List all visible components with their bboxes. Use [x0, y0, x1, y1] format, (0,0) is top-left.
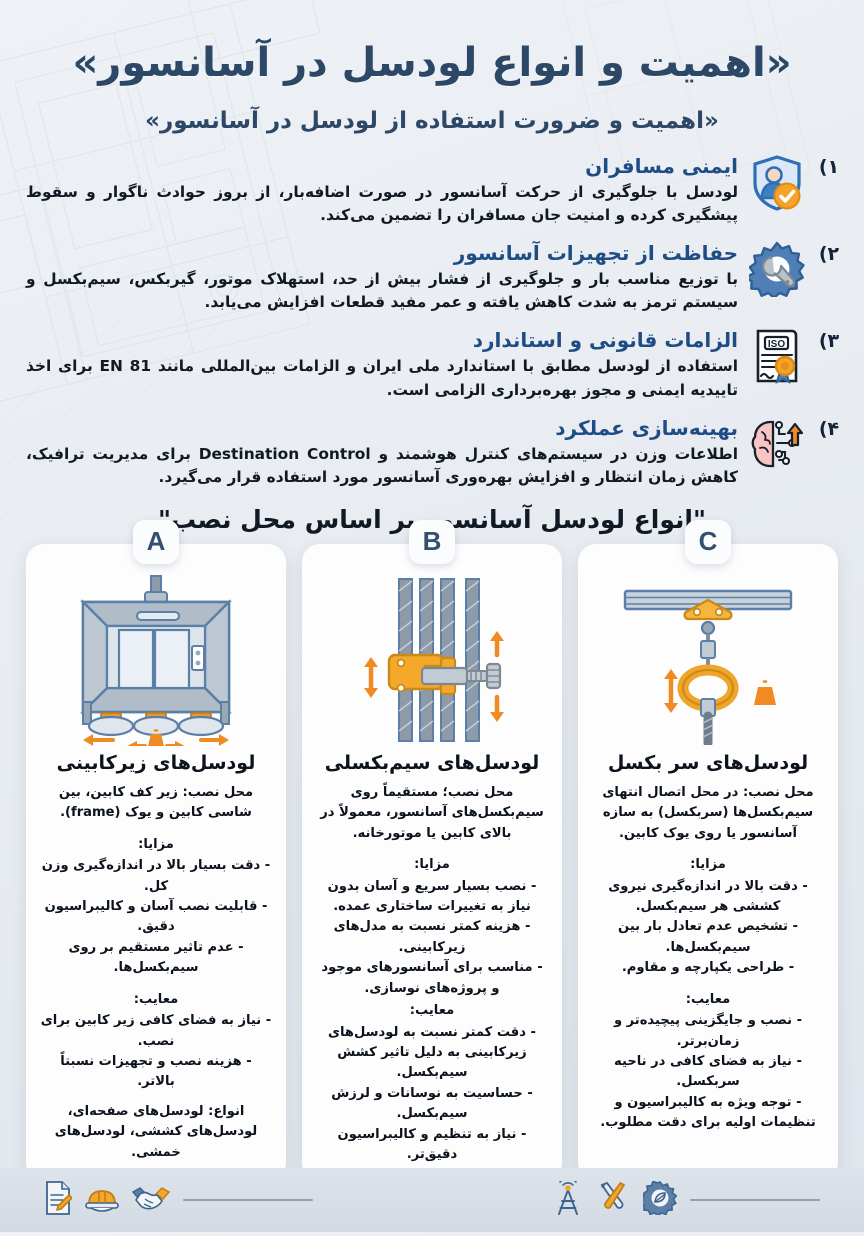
card-badge-b: B [409, 520, 455, 564]
types-section-title: "انواع لودسل آسانسور بر اساس محل نصب" [157, 504, 707, 534]
type-card-c [578, 526, 838, 1182]
iso-certificate-icon [748, 326, 806, 386]
type-cards [0, 526, 864, 1182]
benefit-heading: ایمنی مسافران [585, 154, 738, 178]
card-con-b: - دقت کمتر نسبت به لودسل‌های زیرکابینی به دلیل تاثیر کشش سیم‌بکسل. [328, 1024, 536, 1081]
gear-wrench-icon [748, 239, 806, 297]
card-pros-label-a: مزایا: [138, 836, 174, 852]
card-pro-a: - عدم تاثیر مستقیم بر روی سیم‌بکسل‌ها. [68, 939, 244, 976]
card-con-c: - نیاز به فضای کافی در ناحیه سربکسل. [614, 1053, 802, 1090]
elevator-cabin-loadcell-icon [40, 574, 272, 746]
card-con-c: - نصب و جایگزینی پیچیده‌تر و زمان‌برتر. [613, 1013, 803, 1049]
page-title: «اهمیت و انواع لودسل در آسانسور» [72, 40, 792, 86]
footer-divider-left [183, 1199, 313, 1201]
hard-hat-icon [85, 1182, 119, 1218]
card-cons-label-c: معایب: [685, 991, 731, 1007]
benefit-heading: بهینه‌سازی عملکرد [555, 415, 738, 440]
card-title-a: لودسل‌های زیرکابینی [56, 751, 256, 774]
benefit-number: ۲) [818, 243, 840, 266]
benefit-item [26, 414, 842, 489]
benefit-text: استفاده از لودسل مطابق با استاندارد ملی ایران و الزامات بین‌المللی مانند EN 81 برای اخذ تاییدیه ایمنی و مجوز بهره‌برداری الزامی است. [26, 357, 739, 399]
benefit-item [26, 152, 842, 227]
footer-right-icons [553, 1181, 820, 1219]
benefit-number: ۱) [818, 156, 840, 178]
benefit-heading: الزامات قانونی و استاندارد [472, 328, 738, 353]
card-pro-c: - دقت بالا در اندازه‌گیری نیروی کششی هر سیم‌بکسل. [608, 878, 808, 914]
footer-divider-right [690, 1199, 820, 1201]
card-cons-label-a: معایب: [133, 991, 179, 1007]
card-pro-c: - طراحی یکپارچه و مقاوم. [621, 960, 795, 976]
benefit-number: ۳) [818, 330, 840, 353]
card-badge-a: A [133, 520, 179, 564]
benefit-text: لودسل با جلوگیری از حرکت آسانسور در صورت اضافه‌بار، از بروز حوادث ناگوار و سقوط پیشگیری کرده و امنیت جان مسافران را تضمین می‌کند. [26, 183, 738, 225]
card-body-b [316, 783, 548, 1166]
card-location-c: محل نصب: در محل اتصال انتهای سیم‌بکسل‌ها (سربکسل) به سازه آسانسور یا روی یوک کابین. [602, 784, 814, 841]
benefit-text: اطلاعات وزن در سیستم‌های کنترل هوشمند و Destination Control برای مدیریت ترافیک، کاهش زمان انتظار و افزایش بهره‌وری آسانسور مورد استفاده قرار می‌گیرد. [26, 444, 738, 486]
card-con-a: - نیاز به فضای کافی زیر کابین برای نصب. [40, 1013, 272, 1049]
type-card-b [302, 526, 562, 1182]
card-title-b: لودسل‌های سیم‌بکسلی [324, 751, 540, 774]
benefit-text: با توزیع مناسب بار و جلوگیری از فشار بیش از حد، استهلاک موتور، گیربکس، سیم‌بکسل و سیستم ترمز به شدت کاهش یافته و عمر مفید قطعات افزایش می‌یابد. [26, 270, 738, 312]
card-location-b: محل نصب؛ مستقیماً روی سیم‌بکسل‌های آسانسور، معمولاً در بالای کابین یا موتورخانه. [320, 784, 544, 841]
card-badge-c: C [685, 520, 731, 564]
footer-bar [0, 1168, 864, 1232]
gear-leaf-icon [643, 1181, 677, 1219]
benefit-item [26, 239, 842, 314]
shield-person-check-icon [748, 152, 806, 212]
card-pro-c: - تشخیص عدم تعادل بار بین سیم‌بکسل‌ها. [618, 919, 798, 955]
card-pro-b: - مناسب برای آسانسورهای موجود و پروژه‌های نوسازی. [321, 960, 543, 996]
benefit-item [26, 326, 842, 401]
handshake-icon [132, 1183, 170, 1217]
card-con-c: - توجه ویژه به کالیبراسیون و تنظیمات اولیه برای دقت مطلوب. [600, 1094, 816, 1131]
benefit-heading: حفاظت از تجهیزات آسانسور [453, 241, 738, 266]
card-location-a: محل نصب: زیر کف کابین، بین شاسی کابین و یوک (frame). [58, 784, 254, 821]
card-types-value-a: لودسل‌های صفحه‌ای، لودسل‌های کششی، لودسل‌های خمشی. [54, 1103, 258, 1160]
svg-text:ISO: ISO [767, 339, 786, 351]
card-pro-a: - قابلیت نصب آسان و کالیبراسیون دقیق. [44, 898, 268, 935]
type-card-a [26, 526, 286, 1182]
card-pros-label-c: مزایا: [690, 857, 726, 873]
card-cons-label-b: معایب: [409, 1003, 455, 1019]
rope-head-loadcell-icon [592, 574, 824, 746]
brain-circuit-arrow-icon [748, 414, 806, 472]
section-subtitle: «اهمیت و ضرورت استفاده از لودسل در آسانسور» [145, 108, 719, 134]
card-con-b: - نیاز به تنظیم و کالیبراسیون دقیق‌تر. [337, 1126, 527, 1163]
antenna-tower-icon [553, 1181, 583, 1219]
card-types-a [40, 1102, 272, 1163]
card-pro-a: - دقت بسیار بالا در اندازه‌گیری وزن کل. [41, 858, 271, 894]
card-types-label-a: انواع: [208, 1103, 245, 1119]
rope-clamp-loadcell-icon [316, 574, 548, 746]
footer-left-icons [44, 1181, 313, 1219]
card-con-b: - حساسیت به نوسانات و لرزش سیم‌بکسل. [331, 1085, 533, 1122]
card-pro-b: - نصب بسیار سریع و آسان بدون نیاز به تغییرات ساختاری عمده. [327, 878, 537, 914]
card-pro-b: - هزینه کمتر نسبت به مدل‌های زیرکابینی. [333, 919, 531, 955]
card-pros-label-b: مزایا: [414, 857, 450, 873]
tools-icon [596, 1181, 630, 1219]
card-con-a: - هزینه نصب و تجهیزات نسبتاً بالاتر. [60, 1053, 252, 1090]
card-body-c [592, 783, 824, 1134]
benefits-list [0, 152, 864, 489]
card-body-a [40, 783, 272, 1163]
benefit-number: ۴) [818, 417, 840, 440]
card-title-c: لودسل‌های سر بکسل [607, 751, 809, 774]
document-pencil-icon [44, 1181, 72, 1219]
